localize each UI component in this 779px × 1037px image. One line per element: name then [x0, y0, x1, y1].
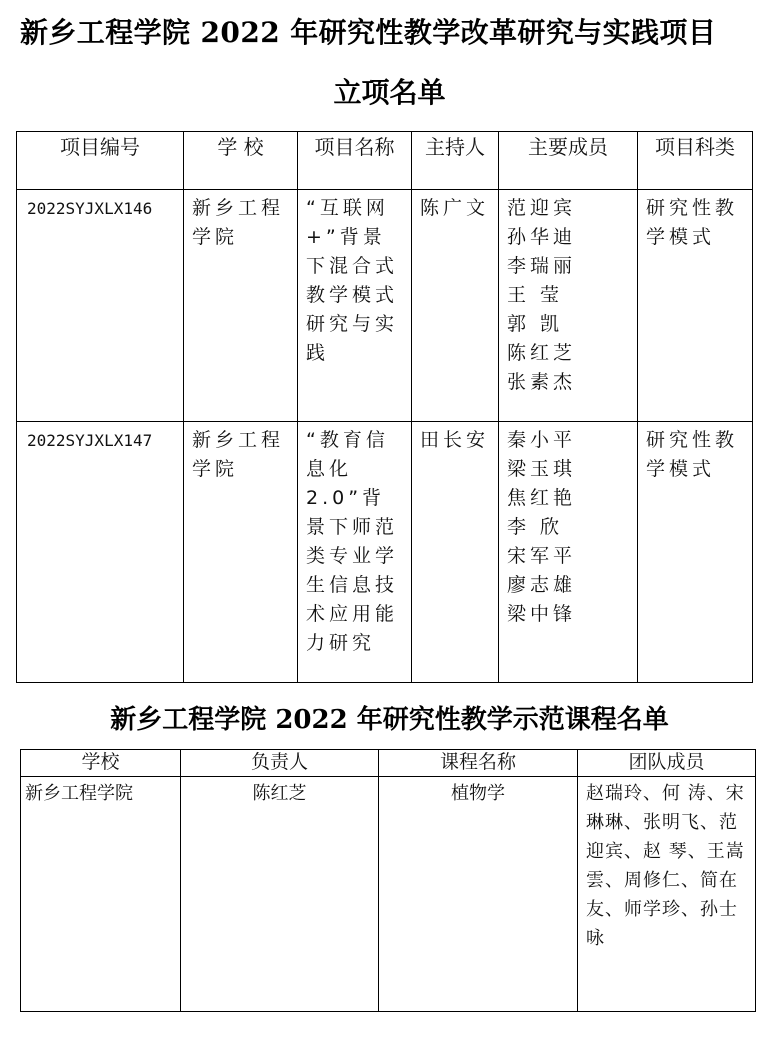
member-name: 秦小平 — [507, 429, 577, 451]
member-name: 王 莹 — [507, 284, 564, 306]
member-name: 宋军平 — [507, 545, 577, 567]
column-header-leader: 负责人 — [181, 750, 379, 777]
member-name: 梁玉琪 — [507, 458, 577, 480]
member-name: 焦红艳 — [507, 487, 577, 509]
school-cell: 新乡工程学院 — [21, 777, 181, 1012]
member-name: 郭 凯 — [507, 313, 564, 335]
column-header-project-name: 项目名称 — [298, 132, 412, 190]
members-cell — [499, 190, 638, 422]
document-title: 新乡工程学院 2022 年研究性教学改革研究与实践项目 — [20, 16, 717, 49]
member-name: 李瑞丽 — [507, 255, 577, 277]
members-cell — [499, 422, 638, 683]
member-name: 廖志雄 — [507, 574, 577, 596]
document-title-continued: 立项名单 — [333, 76, 446, 109]
column-header-school: 学校 — [21, 750, 181, 777]
column-header-team-members: 团队成员 — [578, 750, 756, 777]
column-header-members: 主要成员 — [499, 132, 638, 190]
team-members-cell: 赵瑞玲、何 涛、宋琳琳、张明飞、范迎宾、赵 琴、王嵩雲、周修仁、简在友、师学珍、孙士咏 — [578, 777, 756, 1012]
column-header-school: 学 校 — [184, 132, 298, 190]
project-name-cell: “教育信息化2.0”背景下师范类专业学生信息技术应用能力研究 — [298, 422, 412, 683]
member-name: 范迎宾 — [507, 197, 577, 219]
school-cell: 新乡工程学院 — [184, 422, 298, 683]
member-name: 李 欣 — [507, 516, 564, 538]
project-list-table — [16, 131, 753, 683]
leader-cell: 陈红芝 — [181, 777, 379, 1012]
course-list-table — [20, 749, 756, 1012]
member-name: 梁中锋 — [507, 603, 577, 625]
table-row — [17, 190, 753, 422]
table-header-row — [21, 750, 756, 777]
section-title: 新乡工程学院 2022 年研究性教学示范课程名单 — [110, 705, 669, 735]
column-header-category: 项目科类 — [638, 132, 753, 190]
table-header-row — [17, 132, 753, 190]
member-name: 陈红芝 — [507, 342, 577, 364]
category-cell: 研究性教学模式 — [638, 190, 753, 422]
school-cell: 新乡工程学院 — [184, 190, 298, 422]
member-name: 张素杰 — [507, 371, 577, 393]
leader-cell: 陈广文 — [412, 190, 499, 422]
leader-cell: 田长安 — [412, 422, 499, 683]
project-name-cell: “互联网+”背景下混合式教学模式研究与实践 — [298, 190, 412, 422]
table-row — [17, 422, 753, 683]
column-header-leader: 主持人 — [412, 132, 499, 190]
table-row — [21, 777, 756, 1012]
project-code-cell: 2022SYJXLX146 — [17, 190, 184, 422]
column-header-project-code: 项目编号 — [17, 132, 184, 190]
member-name: 孙华迪 — [507, 226, 577, 248]
course-name-cell: 植物学 — [379, 777, 578, 1012]
project-code-cell: 2022SYJXLX147 — [17, 422, 184, 683]
column-header-course-name: 课程名称 — [379, 750, 578, 777]
category-cell: 研究性教学模式 — [638, 422, 753, 683]
